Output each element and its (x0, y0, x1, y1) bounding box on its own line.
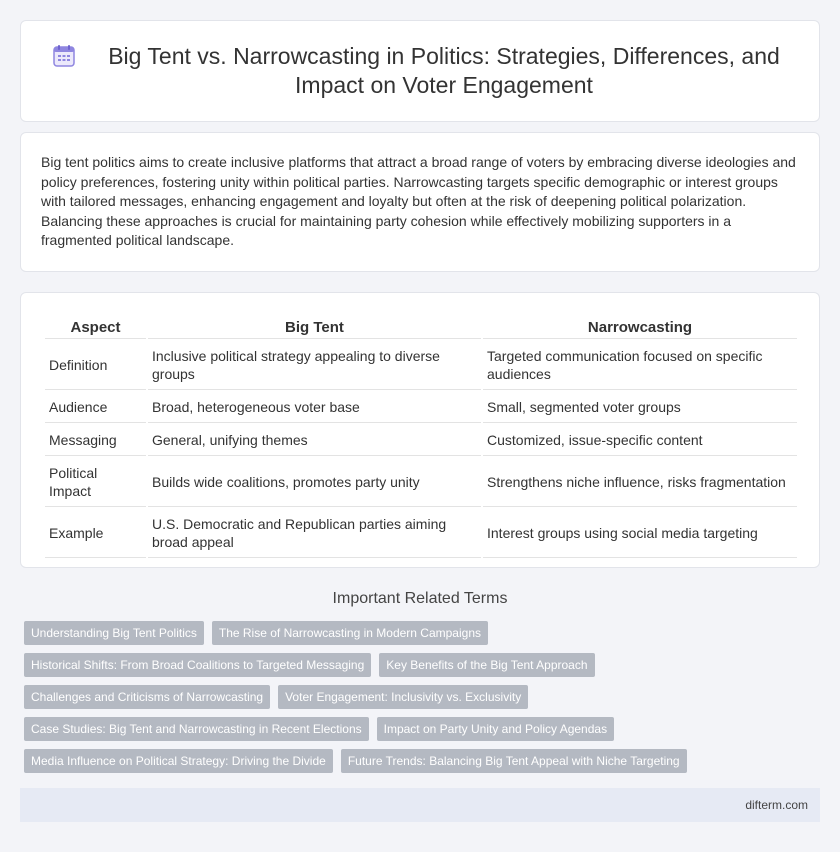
table-row (45, 341, 797, 390)
calendar-icon (51, 43, 77, 69)
table-row (45, 392, 797, 423)
table-cell: Example (45, 509, 146, 558)
related-term-tag[interactable]: Impact on Party Unity and Policy Agendas (377, 717, 614, 741)
related-term-tag[interactable]: Case Studies: Big Tent and Narrowcasting in Recent Elections (24, 717, 369, 741)
header-narrowcasting: Narrowcasting (483, 315, 797, 339)
intro-paragraph: Big tent politics aims to create inclusive platforms that attract a broad range of voters by embracing diverse ideologies and policy preferences, fostering unity within political parties. Narrowcasting targets specific demographic or interest groups with tailored messages, enhancing engagement and loyalty but often at the risk of deepening political polarization. Balancing these approaches is crucial for maintaining party cohesion while effectively mobilizing supporters in a fragmented political landscape. (41, 154, 796, 249)
footer-site-link[interactable]: difterm.com (745, 798, 808, 812)
table-cell: Audience (45, 392, 146, 423)
comparison-table (43, 313, 799, 560)
header-card (20, 20, 820, 122)
related-term-tag[interactable]: Key Benefits of the Big Tent Approach (379, 653, 594, 677)
table-cell: Strengthens niche influence, risks fragmentation (483, 458, 797, 507)
table-row (45, 509, 797, 558)
related-term-tag[interactable]: Future Trends: Balancing Big Tent Appeal with Niche Targeting (341, 749, 687, 773)
table-cell: Builds wide coalitions, promotes party unity (148, 458, 481, 507)
table-cell: Messaging (45, 425, 146, 456)
related-term-tag[interactable]: Challenges and Criticisms of Narrowcasting (24, 685, 270, 709)
intro-card (20, 132, 820, 272)
table-cell: Broad, heterogeneous voter base (148, 392, 481, 423)
table-cell: Interest groups using social media targeting (483, 509, 797, 558)
comparison-card (20, 292, 820, 568)
header-aspect: Aspect (45, 315, 146, 339)
table-cell: Inclusive political strategy appealing to diverse groups (148, 341, 481, 390)
table-cell: Small, segmented voter groups (483, 392, 797, 423)
header-big-tent: Big Tent (148, 315, 481, 339)
table-cell: Political Impact (45, 458, 146, 507)
table-cell: Targeted communication focused on specific audiences (483, 341, 797, 390)
related-term-tag[interactable]: Understanding Big Tent Politics (24, 621, 204, 645)
related-terms-title: Important Related Terms (332, 590, 508, 607)
table-row (45, 458, 797, 507)
table-cell: Definition (45, 341, 146, 390)
related-term-tag[interactable]: The Rise of Narrowcasting in Modern Campaigns (212, 621, 488, 645)
footer (20, 788, 820, 822)
table-cell: Customized, issue-specific content (483, 425, 797, 456)
table-header-row (45, 315, 797, 339)
table-cell: U.S. Democratic and Republican parties aiming broad appeal (148, 509, 481, 558)
related-term-tag[interactable]: Voter Engagement: Inclusivity vs. Exclusivity (278, 685, 528, 709)
related-term-tag[interactable]: Media Influence on Political Strategy: Driving the Divide (24, 749, 333, 773)
table-cell: General, unifying themes (148, 425, 481, 456)
page-title: Big Tent vs. Narrowcasting in Politics: Strategies, Differences, and Impact on Voter Engagement (108, 43, 780, 98)
related-terms-list (24, 621, 824, 781)
table-row (45, 425, 797, 456)
related-term-tag[interactable]: Historical Shifts: From Broad Coalitions to Targeted Messaging (24, 653, 371, 677)
